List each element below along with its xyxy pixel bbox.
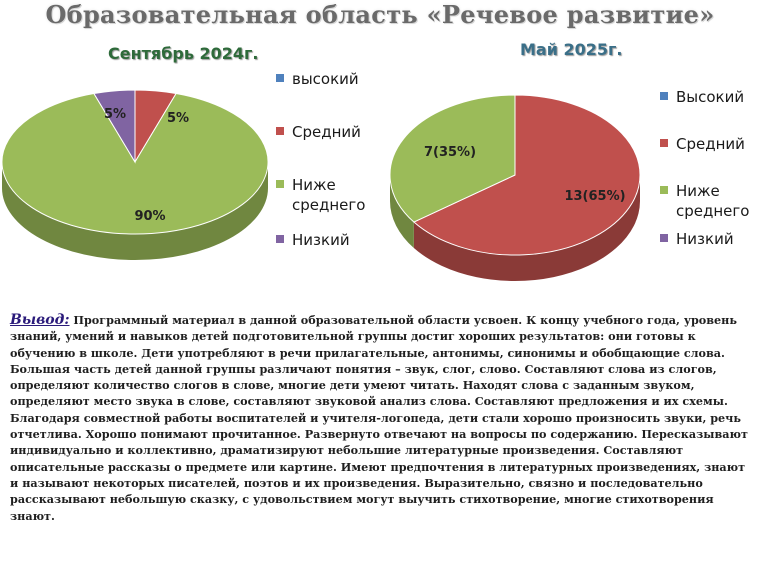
legend-label: Ниже (676, 182, 720, 200)
legend-may (660, 88, 760, 268)
pie-data-label: 7(35%) (423, 145, 477, 160)
conclusion-heading: Вывод: (10, 312, 70, 328)
pie-chart-september (0, 60, 280, 280)
pie-data-label: 5% (103, 107, 127, 122)
chart-title-may: Май 2025г. (520, 40, 623, 59)
chart-title-september: Сентябрь 2024г. (108, 44, 259, 63)
legend-swatch (276, 74, 284, 82)
conclusion-body: Программный материал в данной образовательной области усвоен. К концу учебного года, уровень знаний, умений и навыков детей подготовительной группы достиг хороших результатов: они готовы к обучению в школе. Дети употребляют в речи прилагательные, антонимы, синонимы и обобщающие слова. Большая часть детей данной группы различают понятия – звук, слог, слово. Составляют слова из слогов, определяют количество слогов в слове, многие дети умеют читать. Находят слова с заданным звуком, определяют место звука в слове, составляют звуковой анализ слова. Составляют предложения и их схемы. Благодаря совместной работы воспитателей и учителя-логопеда, дети стали хорошо произносить звуки, речь отчетлива. Хорошо понимают прочитанное. Развернуто отвечают на вопросы по содержанию. Пересказывают индивидуально и коллективно, драматизируют небольшие литературные произведения. Составляют описательные рассказы о предмете или картине. Имеют предпочтения в литературных произведениях, знают и называют некоторых писателей, поэтов и их произведения. Выразительно, связно и последовательно рассказывают небольшую сказку, с удовольствием могут выучить стихотворение, многие стихотворения знают. (10, 313, 748, 523)
legend-label: Средний (676, 135, 745, 153)
pie-data-label: 90% (134, 209, 166, 224)
legend-label: Высокий (676, 88, 745, 106)
legend-label: высокий (292, 70, 359, 88)
pie-chart-may (380, 70, 670, 290)
conclusion-text (10, 312, 748, 524)
pie-data-label: 5% (166, 111, 190, 126)
legend-swatch (660, 234, 668, 242)
legend-swatch (660, 186, 668, 194)
pie-data-label: 13(65%) (564, 189, 626, 204)
legend-september (276, 70, 386, 260)
legend-swatch (660, 92, 668, 100)
slide-title: Образовательная область «Речевое развитие» (45, 0, 715, 29)
legend-label: Низкий (676, 230, 734, 248)
legend-swatch (276, 180, 284, 188)
legend-swatch (276, 235, 284, 243)
legend-label: Средний (292, 123, 361, 141)
legend-swatch (276, 127, 284, 135)
legend-swatch (660, 139, 668, 147)
legend-label: Низкий (292, 231, 350, 249)
legend-label-line2: среднего (676, 202, 750, 220)
legend-label-line2: среднего (292, 196, 366, 214)
legend-label: Ниже (292, 176, 336, 194)
